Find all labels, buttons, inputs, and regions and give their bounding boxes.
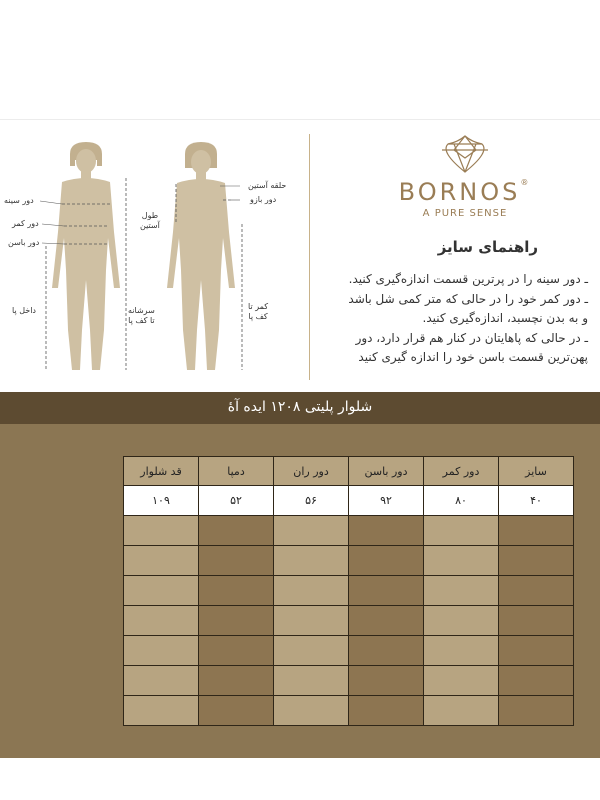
table-cell: [499, 516, 574, 546]
table-cell: [499, 546, 574, 576]
brand-logo: [370, 134, 560, 234]
label-sleeve-ring: حلقه آستین: [248, 181, 287, 190]
table-cell: [124, 576, 199, 606]
table-cell: [274, 636, 349, 666]
table-cell: [424, 576, 499, 606]
size-guide-title: راهنمای سایز: [437, 238, 538, 256]
table-cell: ۵۶: [274, 486, 349, 516]
table-cell: [124, 546, 199, 576]
product-title: شلوار پلیتی ۱۲۰۸ ایده آهٔ: [227, 399, 373, 415]
table-cell: [124, 666, 199, 696]
table-cell: [274, 546, 349, 576]
table-cell: [424, 546, 499, 576]
back-body-figure: [167, 142, 235, 370]
table-cell: ۴۰: [499, 486, 574, 516]
header-length: قد شلوار: [124, 457, 199, 486]
table-cell: [349, 606, 424, 636]
label-arm: دور بازو: [250, 195, 277, 204]
registered-mark: ®: [520, 178, 532, 187]
product-title-bar: [0, 392, 600, 424]
table-cell: ۸۰: [424, 486, 499, 516]
table-cell: [199, 576, 274, 606]
table-cell: [349, 546, 424, 576]
label-waist-to-floor: کمر تا کف پا: [248, 302, 269, 321]
instruction-line: ـ در حالی که پاهایتان در کنار هم قرار دارد، دور: [355, 330, 588, 345]
table-cell: [499, 666, 574, 696]
table-row: [124, 516, 574, 546]
table-row: [124, 486, 574, 516]
size-guide-panel: [0, 120, 600, 392]
bottom-margin: [0, 758, 600, 800]
table-cell: [349, 516, 424, 546]
table-cell: [199, 666, 274, 696]
table-cell: [349, 576, 424, 606]
table-cell: [499, 696, 574, 726]
body-measurement-illustration: [0, 120, 300, 392]
label-inseam: داخل پا: [12, 306, 36, 315]
table-cell: [124, 516, 199, 546]
header-waist: دور کمر: [424, 457, 499, 486]
table-cell: [274, 666, 349, 696]
label-chest: دور سینه: [4, 196, 34, 205]
table-cell: [424, 516, 499, 546]
table-cell: [424, 696, 499, 726]
label-hip: دور باسن: [8, 238, 40, 247]
instruction-line: ـ دور کمر خود را در حالی که متر کمی شل باشد: [348, 291, 588, 306]
header-thigh: دور ران: [274, 457, 349, 486]
brand-diamond-icon: [438, 134, 492, 174]
table-row: [124, 696, 574, 726]
header-hip: دور باسن: [349, 457, 424, 486]
table-row: [124, 546, 574, 576]
table-row: [124, 576, 574, 606]
table-cell: [124, 606, 199, 636]
instruction-line: و به بدن نچسبد، اندازه‌گیری کنید.: [422, 311, 588, 325]
table-cell: [424, 606, 499, 636]
table-cell: [199, 606, 274, 636]
instruction-line: ـ دور سینه را در پرترین قسمت اندازه‌گیری کنید.: [348, 272, 588, 286]
table-cell: [274, 696, 349, 726]
measurement-instructions: [310, 270, 588, 368]
table-cell: [349, 696, 424, 726]
table-cell: ۱۰۹: [124, 486, 199, 516]
table-row: [124, 636, 574, 666]
size-table: [123, 456, 574, 726]
brand-name: BORNOS®: [398, 178, 532, 206]
label-sleeve-length: طول آستین: [140, 211, 160, 230]
table-cell: [274, 606, 349, 636]
table-cell: [199, 636, 274, 666]
table-cell: [424, 636, 499, 666]
header-hem: دمپا: [199, 457, 274, 486]
table-cell: [274, 576, 349, 606]
table-cell: [274, 516, 349, 546]
table-cell: [499, 606, 574, 636]
table-cell: [124, 636, 199, 666]
front-body-figure: [52, 142, 120, 370]
table-cell: [499, 636, 574, 666]
table-cell: ۵۲: [199, 486, 274, 516]
header-size: سایز: [499, 457, 574, 486]
table-cell: [499, 576, 574, 606]
table-cell: [349, 666, 424, 696]
body-figures-svg: [0, 120, 300, 392]
table-row: [124, 606, 574, 636]
instruction-line: پهن‌ترین قسمت باسن خود را اندازه گیری کنید: [358, 350, 588, 364]
table-cell: [349, 636, 424, 666]
label-shoulder-to-floor: سرشانه تا کف پا: [128, 306, 155, 325]
table-cell: [199, 696, 274, 726]
table-header-row: [124, 457, 574, 486]
table-row: [124, 666, 574, 696]
table-cell: ۹۲: [349, 486, 424, 516]
label-waist: دور کمر: [12, 219, 39, 228]
brand-tagline: A PURE SENSE: [422, 208, 508, 219]
table-cell: [199, 516, 274, 546]
table-cell: [199, 546, 274, 576]
table-cell: [424, 666, 499, 696]
table-cell: [124, 696, 199, 726]
size-table-section: [0, 424, 600, 758]
